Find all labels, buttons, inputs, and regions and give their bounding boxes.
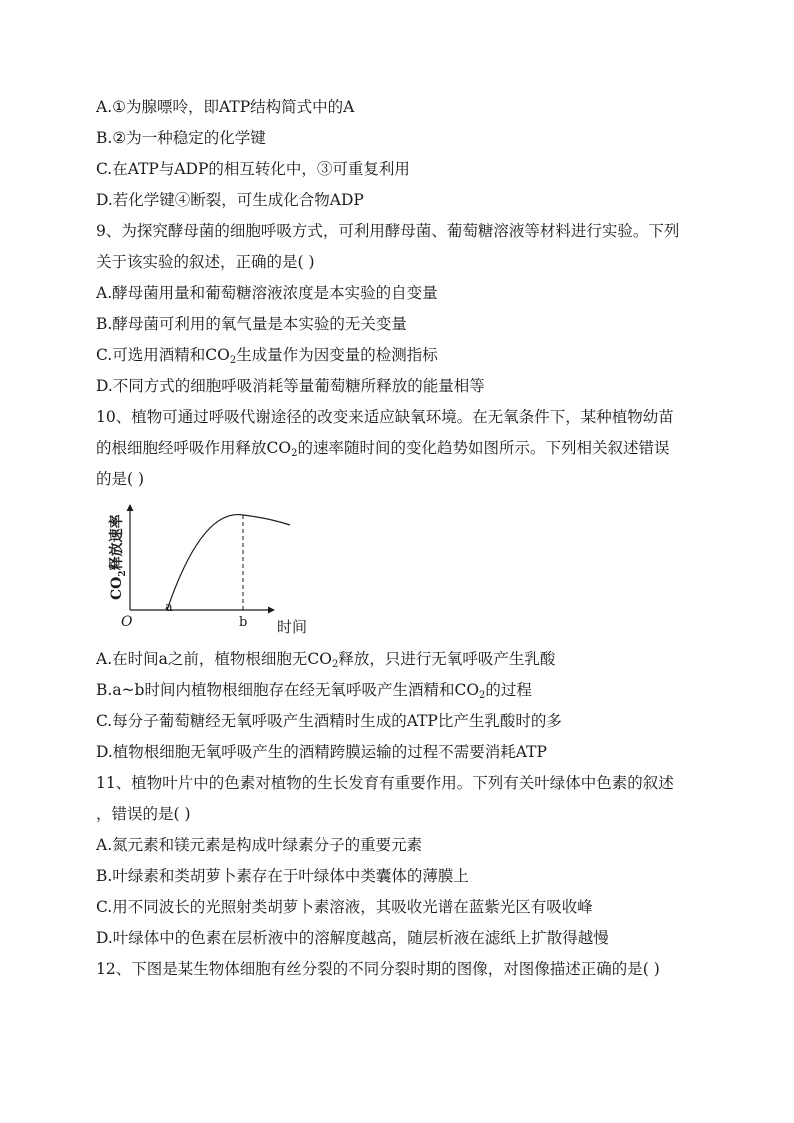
- svg-text:CO2释放速率: [108, 514, 128, 600]
- q8-option-b: B.②为一种稳定的化学键: [96, 129, 266, 147]
- q10-stem-line2-pre: 的根细胞经呼吸作用释放CO: [96, 439, 292, 457]
- q10-option-c: C.每分子葡萄糖经无氧呼吸产生酒精时生成的ATP比产生乳酸时的多: [96, 712, 562, 730]
- q9-stem-line1: 9、为探究酵母菌的细胞呼吸方式，可利用酵母菌、葡萄糖溶液等材料进行实验。下列: [96, 222, 680, 240]
- q10-option-b-pre: B.a~b时间内植物根细胞存在经无氧呼吸产生酒精和CO: [96, 681, 480, 699]
- q10-option-b: [96, 680, 706, 700]
- y-axis-label: [108, 514, 128, 600]
- q10-option-b-sub: 2: [479, 690, 486, 701]
- q8-option-a: A.①为腺嘌呤，即ATP结构简式中的A: [96, 98, 355, 116]
- q9-option-c-post: 生成量作为因变量的检测指标: [236, 346, 438, 364]
- q11-stem-line2: ，错误的是( ): [96, 805, 191, 823]
- q12-stem-line1: 12、下图是某生物体细胞有丝分裂的不同分裂时期的图像，对图像描述正确的是( ): [96, 960, 660, 978]
- figure-svg: [110, 500, 330, 640]
- q11-option-a: A.氮元素和镁元素是构成叶绿素分子的重要元素: [96, 836, 423, 854]
- q9-option-d: D.不同方式的细胞呼吸消耗等量葡萄糖所释放的能量相等: [96, 377, 485, 395]
- x-axis-arrow-icon: [268, 607, 275, 614]
- q10-option-d: D.植物根细胞无氧呼吸产生的酒精跨膜运输的过程不需要消耗ATP: [96, 743, 547, 761]
- q10-stem-line2-sub: 2: [291, 448, 298, 459]
- q10-option-a: [96, 649, 706, 669]
- q10-option-b-post: 的过程: [485, 681, 532, 699]
- q9-option-c-sub: 2: [229, 355, 237, 366]
- q9-option-b: B.酵母菌可利用的氧气量是本实验的无关变量: [96, 315, 407, 333]
- y-axis-label-sub: 2: [118, 570, 128, 577]
- q9-stem-line2: 关于该实验的叙述，正确的是( ): [96, 253, 315, 271]
- q9-option-c-pre: C.可选用酒精和CO: [96, 346, 230, 364]
- q11-stem-line1: 11、植物叶片中的色素对植物的生长发育有重要作用。下列有关叶绿体中色素的叙述: [96, 774, 674, 792]
- q9-option-a: A.酵母菌用量和葡萄糖溶液浓度是本实验的自变量: [96, 284, 438, 302]
- q8-option-d: D.若化学键④断裂，可生成化合物ADP: [96, 191, 364, 209]
- x-axis-label: 时间: [277, 618, 308, 636]
- q10-stem-line1: 10、植物可通过呼吸代谢途径的改变来适应缺氧环境。在无氧条件下，某种植物幼苗: [96, 408, 674, 426]
- q10-option-a-sub: 2: [331, 659, 339, 670]
- co2-release-rate-figure: [110, 500, 330, 640]
- point-b-label: b: [239, 615, 248, 630]
- q10-stem-line3: 的是( ): [96, 470, 145, 488]
- y-axis-arrow-icon: [127, 504, 134, 511]
- q11-option-c: C.用不同波长的光照射类胡萝卜素溶液，其吸收光谱在蓝紫光区有吸收峰: [96, 898, 593, 916]
- point-a-label: a: [165, 600, 173, 615]
- q10-stem-line2-post: 的速率随时间的变化趋势如图所示。下列相关叙述错误: [297, 439, 670, 457]
- y-axis-label-post: 释放速率: [109, 514, 125, 571]
- q11-option-d: D.叶绿体中的色素在层析液中的溶解度越高，随层析液在滤纸上扩散得越慢: [96, 929, 609, 947]
- q10-option-a-pre: A.在时间a之前，植物根细胞无CO: [96, 650, 332, 668]
- origin-label: O: [121, 614, 133, 630]
- q10-option-a-post: 释放，只进行无氧呼吸产生乳酸: [338, 650, 556, 668]
- q9-option-c: [96, 345, 706, 365]
- y-axis-label-pre: CO: [109, 576, 125, 600]
- q10-stem-line2: [96, 438, 706, 458]
- co2-release-curve: [167, 515, 290, 610]
- q11-option-b: B.叶绿素和类胡萝卜素存在于叶绿体中类囊体的薄膜上: [96, 867, 469, 885]
- q8-option-c: C.在ATP与ADP的相互转化中，③可重复利用: [96, 160, 410, 178]
